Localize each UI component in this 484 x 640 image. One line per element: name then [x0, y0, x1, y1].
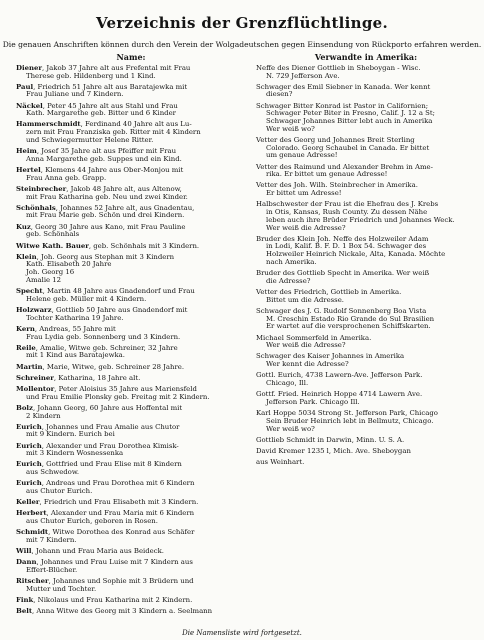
- entry-line: leben auch ihre Brüder Friedrich und Johannes Weck.: [266, 215, 455, 224]
- entry-line: rika. Er bittet um genaue Adresse!: [266, 170, 388, 179]
- entry-line: Gottlieb Schmidt in Darwin, Minn. U. S. A.: [256, 435, 405, 444]
- entry-line: zern mit Frau Franziska geb. Ritter mit 4 Kindern: [26, 128, 201, 137]
- refugee-entry: [16, 443, 246, 459]
- relative-entry: [256, 353, 476, 369]
- surname: Witwe Kath. Bauer: [16, 241, 89, 250]
- refugee-entry: [16, 548, 246, 556]
- refugee-entry: [16, 608, 246, 616]
- entry-line: Ritscher, Johannes und Sophie mit 3 Brüdern und: [16, 577, 194, 586]
- entry-line: David Kremer 1235 l, Mich. Ave. Sheboygan: [256, 446, 411, 455]
- refugee-entry: [16, 167, 246, 183]
- entry-line: Colorado. Georg Schaubel in Canada. Er bittet: [266, 143, 430, 152]
- entry-line: Mollentor, Peter Aloisius 35 Jahre aus Mariensfeld: [16, 384, 197, 393]
- surname: Belt: [16, 607, 33, 616]
- entry-line: Wer kennt die Adresse?: [266, 360, 349, 369]
- surname: Will: [16, 547, 32, 556]
- surname: Schönhals: [16, 203, 56, 212]
- surname: Hertel: [16, 165, 41, 174]
- entry-line: Karl Hoppe 5034 Strong St. Jefferson Park, Chicago: [256, 409, 438, 418]
- relatives-list: [256, 65, 476, 467]
- refugee-entry: [16, 307, 246, 323]
- entry-line: Näckel, Peter 45 Jahre alt aus Stahl und Frau: [16, 101, 178, 110]
- entry-line: Schwager Bitter Konrad ist Pastor in Californien;: [256, 101, 429, 110]
- entry-line: Er wartet auf die versprochenen Schiffskarten.: [266, 322, 431, 331]
- entry-line: Gottf. Fried. Heinrich Hoppe 4714 Lawern Ave.: [256, 390, 423, 399]
- refugee-entry: [16, 224, 246, 240]
- entry-line: Bittet um die Adresse.: [266, 295, 344, 304]
- relative-entry: [256, 459, 476, 467]
- entry-line: Specht, Martin 48 Jahre aus Gnadendorf und Frau: [16, 287, 195, 296]
- entry-line: und Frau Emilie Plonsky geb. Freitag mit 2 Kindern.: [26, 392, 210, 401]
- entry-line: Keller, Friedrich und Frau Elisabeth mit 3 Kindern.: [16, 498, 199, 507]
- surname: Schreiner: [16, 373, 54, 382]
- entry-line: die Adresse?: [266, 276, 311, 285]
- entry-line: Mutter und Tochter.: [26, 584, 97, 593]
- surname: Eurich: [16, 460, 42, 469]
- refugee-entry: [16, 84, 246, 100]
- entry-line: Sein Bruder Heinrich lebt in Bellmutz, Chicago.: [266, 416, 434, 425]
- refugee-entry: [16, 510, 246, 526]
- surname: Klein: [16, 252, 37, 261]
- entry-line: Tochter Katharina 19 Jahre.: [26, 313, 124, 322]
- entry-line: Gottl. Eurich, 4738 Lawern-Ave. Jefferson Park.: [256, 371, 423, 380]
- surname: Dann: [16, 558, 37, 567]
- relative-entry: [256, 65, 476, 81]
- entry-line: 2 Kindern: [26, 411, 61, 420]
- entry-line: Diener, Jakob 37 Jahre alt aus Frefental mit Frau: [16, 63, 191, 72]
- refugee-entry: [16, 499, 246, 507]
- entry-line: Fink, Nikolaus und Frau Katharina mit 2 Kindern.: [16, 596, 193, 605]
- entry-line: aus Chutor Eurich.: [26, 487, 93, 496]
- refugee-entry: [16, 254, 246, 285]
- surname: Martin: [16, 362, 43, 371]
- refugee-entry: [16, 364, 246, 372]
- entry-line: Neffe des Diener Gottlieb in Sheboygan - Wisc.: [256, 63, 421, 72]
- refugee-entry: [16, 243, 246, 251]
- entry-line: Eurich, Andreas und Frau Dorothea mit 6 Kindern: [16, 479, 195, 488]
- entry-line: Heim, Josef 35 Jahre alt aus Pfeiffer mit Frau: [16, 147, 177, 156]
- entry-line: in Otis, Kansas, Rush County. Zu dessen Nähe: [266, 208, 428, 217]
- refugee-entry: [16, 288, 246, 304]
- entry-line: Holzwarz, Gottlieb 50 Jahre aus Gnadendorf mit: [16, 305, 188, 314]
- entry-line: Herbert, Alexander und Frau Maria mit 6 Kindern: [16, 509, 195, 518]
- refugee-entry: [16, 386, 246, 402]
- refugee-entry: [16, 186, 246, 202]
- entry-line: Bolz, Johann Georg, 60 Jahre aus Hoffental mit: [16, 403, 183, 412]
- entry-line: Schwager des Emil Siebner in Kanada. Wer kennt: [256, 82, 431, 91]
- relative-entry: [256, 103, 476, 134]
- refugee-entry: [16, 480, 246, 496]
- surname: Keller: [16, 498, 40, 507]
- refugee-entry: [16, 205, 246, 221]
- entry-line: Witwe Kath. Bauer, geb. Schönhals mit 3 Kindern.: [16, 241, 200, 250]
- relatives-header: Verwandte in Amerika:: [314, 52, 418, 62]
- entry-line: Steinbrecher, Jakob 48 Jahre alt, aus Altenow,: [16, 184, 182, 193]
- entry-line: Halbschwester der Frau ist die Ehefrau des J. Krebs: [256, 200, 439, 209]
- entry-line: Belt, Anna Witwe des Georg mit 3 Kindern a. Seelmann: [16, 607, 213, 616]
- refugee-entry: [16, 103, 246, 119]
- entry-line: Martin, Marie, Witwe, geb. Schreiner 28 Jahre.: [16, 362, 185, 371]
- intro-text: Die genauen Anschriften können durch den Verein der Wolgadeutschen gegen Einsendung von Rückporto erfahren werden.: [2, 40, 482, 49]
- entry-line: Schreiner, Katharina, 18 Jahre alt.: [16, 373, 141, 382]
- surname: Eurich: [16, 422, 42, 431]
- entry-line: Eurich, Alexander und Frau Dorothea Kimisk-: [16, 441, 179, 450]
- relative-entry: [256, 372, 476, 388]
- entry-line: mit 7 Kindern.: [26, 536, 77, 545]
- entry-line: Vetter des Friedrich, Gottlieb in Amerika.: [256, 288, 402, 297]
- entry-line: Eurich, Gottfried und Frau Elise mit 8 Kindern: [16, 460, 182, 469]
- surname: Eurich: [16, 479, 42, 488]
- surname: Heim: [16, 147, 37, 156]
- entry-line: Paul, Friedrich 51 Jahre alt aus Baratajewka mit: [16, 82, 188, 91]
- surname: Bolz: [16, 403, 33, 412]
- relative-entry: [256, 182, 476, 198]
- names-column: [16, 54, 246, 619]
- entry-line: Wer weiß die Adresse?: [266, 223, 346, 232]
- entry-line: aus Weinhart.: [256, 458, 305, 467]
- entry-line: Bruder des Gottlieb Specht in Amerika. Wer weiß: [256, 269, 430, 278]
- surname: Paul: [16, 82, 34, 91]
- entry-line: Helene geb. Müller mit 4 Kindern.: [26, 294, 147, 303]
- surname: Reile: [16, 343, 36, 352]
- relative-entry: [256, 236, 476, 267]
- entry-line: Frau Juliane und 7 Kindern.: [26, 90, 124, 99]
- entry-line: Will, Johann und Frau Maria aus Beideck.: [16, 547, 164, 556]
- relative-entry: [256, 289, 476, 305]
- surname: Fink: [16, 596, 34, 605]
- entry-line: Reile, Amalie, Witwe geb. Schreiner, 32 Jahre: [16, 343, 178, 352]
- refugee-entry: [16, 326, 246, 342]
- entry-line: Frau Anna geb. Grapp.: [26, 173, 107, 182]
- names-header: Name:: [116, 52, 146, 62]
- surname: Holzwarz: [16, 305, 52, 314]
- relative-entry: [256, 308, 476, 331]
- entry-line: um genaue Adresse!: [266, 151, 338, 160]
- surname: Eurich: [16, 441, 42, 450]
- refugee-entry: [16, 121, 246, 144]
- surname: Mollentor: [16, 384, 55, 393]
- entry-line: M. Creschin Estado Rio Grande do Sul Brasilien: [266, 314, 435, 323]
- entry-line: Schmidt, Witwe Dorothea des Konrad aus Schäfer: [16, 528, 195, 537]
- entry-line: Chicago, Ill.: [266, 379, 309, 388]
- entry-line: Kuz, Georg 30 Jahre aus Kano, mit Frau Pauline: [16, 222, 186, 231]
- entry-line: Effert-Blücher.: [26, 566, 78, 575]
- entry-line: Amalie 12: [26, 275, 62, 284]
- entry-line: Michael Sommerfeld in Amerika.: [256, 333, 372, 342]
- entry-line: Schwager Johannes Bitter lebt auch in Amerika: [266, 117, 433, 126]
- entry-line: und Schwiegermutter Helene Ritter.: [26, 135, 154, 144]
- relative-entry: [256, 410, 476, 433]
- entry-line: Therese geb. Hildenberg und 1 Kind.: [26, 71, 156, 80]
- entry-line: Anna Margarethe geb. Suppes und ein Kind.: [26, 154, 182, 163]
- entry-line: mit 3 Kindern Wosnessenka: [26, 449, 124, 458]
- entry-line: Kath. Elisabeth 20 Jahre: [26, 260, 112, 269]
- entry-line: Schwager Peter Biter in Fresno, Calif. J. 12 a St;: [266, 109, 435, 118]
- relative-entry: [256, 437, 476, 445]
- surname: Steinbrecher: [16, 184, 67, 193]
- entry-line: Hammerschmidt, Ferdinand 40 Jahre alt aus Lu-: [16, 120, 192, 129]
- entry-line: Wer weiß wo?: [266, 124, 315, 133]
- entry-line: Wer weiß wo?: [266, 424, 315, 433]
- names-list: [16, 65, 246, 616]
- surname: Schmidt: [16, 528, 49, 537]
- surname: Specht: [16, 287, 43, 296]
- entry-line: Er bittet um Adresse!: [266, 189, 342, 198]
- surname: Diener: [16, 63, 43, 72]
- relative-entry: [256, 137, 476, 160]
- page-title: Verzeichnis der Grenzflüchtlinge.: [95, 14, 389, 32]
- entry-line: Frau Lydia geb. Sonnenberg und 3 Kindern.: [26, 332, 181, 341]
- entry-line: Vetter des Joh. Wilh. Steinbrecher in Amerika.: [256, 181, 418, 190]
- entry-line: geb. Schönhals: [26, 230, 80, 239]
- relative-entry: [256, 164, 476, 180]
- footer-note: Die Namensliste wird fortgesetzt.: [182, 629, 302, 637]
- refugee-entry: [16, 597, 246, 605]
- entry-line: Eurich, Johannes und Frau Amalie aus Chutor: [16, 422, 180, 431]
- refugee-entry: [16, 65, 246, 81]
- entry-line: Wer weiß die Adresse?: [266, 341, 346, 350]
- entry-line: aus Chutor Eurich, geboren in Rosen.: [26, 517, 158, 526]
- entry-line: Vetter des Raimund und Alexander Brehm in Ame-: [256, 162, 433, 171]
- relative-entry: [256, 270, 476, 286]
- entry-line: mit Frau Katharina geb. Neu und zwei Kinder.: [26, 192, 188, 201]
- entry-line: N. 729 Jefferson Ave.: [266, 71, 340, 80]
- entry-line: Schönhals, Johannes 52 Jahre alt, aus Gnadentau,: [16, 203, 195, 212]
- entry-line: Holzweiler Heinrich Nickale, Alta, Kanada. Möchte: [266, 250, 446, 259]
- surname: Ritscher: [16, 577, 49, 586]
- entry-line: Bruder des Klein Joh. Neffe des Holzweiler Adam: [256, 234, 429, 243]
- entry-line: mit 1 Kind aus Baratajewka.: [26, 351, 125, 360]
- relative-entry: [256, 335, 476, 351]
- surname: Kuz: [16, 222, 31, 231]
- entry-line: Kath. Margarethe geb. Bitter und 6 Kinder: [26, 109, 176, 118]
- refugee-entry: [16, 345, 246, 361]
- entry-line: diesen?: [266, 90, 293, 99]
- entry-line: nach Amerika.: [266, 257, 317, 266]
- surname: Näckel: [16, 101, 43, 110]
- entry-line: aus Schwedow.: [26, 468, 80, 477]
- entry-line: Kern, Andreas, 55 Jahre mit: [16, 324, 116, 333]
- relative-entry: [256, 201, 476, 232]
- refugee-entry: [16, 578, 246, 594]
- refugee-entry: [16, 424, 246, 440]
- entry-line: mit 9 Kindern. Eurich bei: [26, 430, 115, 439]
- refugee-entry: [16, 559, 246, 575]
- surname: Herbert: [16, 509, 47, 518]
- refugee-entry: [16, 405, 246, 421]
- refugee-entry: [16, 529, 246, 545]
- relative-entry: [256, 391, 476, 407]
- entry-line: Klein, Joh. Georg aus Stephan mit 3 Kindern: [16, 252, 175, 261]
- entry-line: Schwager des Kaiser Johannes in Amerika: [256, 352, 405, 361]
- refugee-entry: [16, 461, 246, 477]
- entry-line: in Lodi, Kalif. B. F. D. 1 Box 54. Schwager des: [266, 242, 427, 251]
- surname: Kern: [16, 324, 35, 333]
- entry-line: mit Frau Marie geb. Schön und drei Kindern.: [26, 211, 185, 220]
- relatives-column: [256, 54, 476, 470]
- refugee-entry: [16, 375, 246, 383]
- relative-entry: [256, 448, 476, 456]
- relative-entry: [256, 84, 476, 100]
- entry-line: Schwager des J. G. Rudolf Sonnenberg Boa Vista: [256, 306, 427, 315]
- entry-line: Joh. Georg 16: [26, 268, 75, 277]
- entry-line: Dann, Johannes und Frau Luise mit 7 Kindern aus: [16, 558, 193, 567]
- entry-line: Vetter des Georg und Johannes Breit Sterling: [256, 135, 415, 144]
- entry-line: Hertel, Klemens 44 Jahre aus Ober-Monjou mit: [16, 165, 184, 174]
- surname: Hammerschmidt: [16, 120, 81, 129]
- refugee-entry: [16, 148, 246, 164]
- entry-line: Jefferson Park. Chicago Ill.: [266, 397, 360, 406]
